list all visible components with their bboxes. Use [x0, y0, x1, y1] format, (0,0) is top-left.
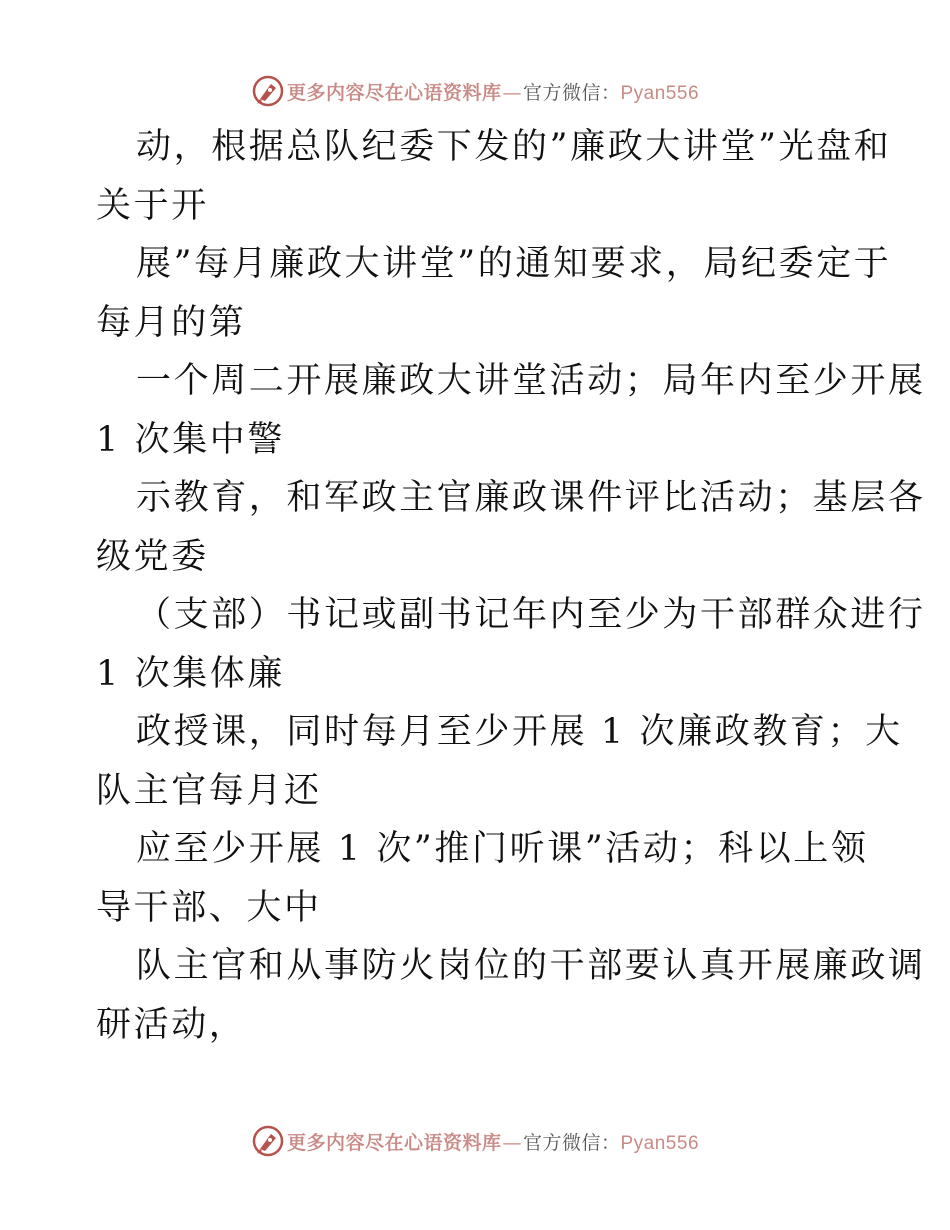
watermark-main-text: 更多内容尽在心语资料库	[286, 1131, 502, 1154]
text-line: 政授课，同时每月至少开展 1 次廉政教育；大	[136, 712, 903, 752]
text-line: 1 次集中警	[96, 419, 285, 460]
watermark-account: Pyan556	[620, 82, 700, 104]
document-body	[96, 118, 926, 1054]
text-line: 展”每月廉政大讲堂”的通知要求，局纪委定于	[136, 244, 892, 284]
text-line: 队主官每月还	[96, 770, 322, 811]
footer-watermark	[0, 1121, 950, 1161]
watermark-dash: —	[502, 1131, 522, 1154]
pen-nib-circle-icon	[251, 74, 285, 108]
text-line: 示教育，和军政主官廉政课件评比活动；基层各	[136, 478, 926, 518]
text-line: 1 次集体廉	[96, 653, 285, 694]
watermark-label: 官方微信：	[522, 1131, 621, 1154]
text-line: 研活动，	[96, 1004, 247, 1045]
text-line: 关于开	[96, 185, 209, 226]
text-line: 动，根据总队纪委下发的”廉政大讲堂”光盘和	[136, 127, 892, 167]
pen-nib-circle-icon	[251, 1124, 285, 1158]
text-line: （支部）书记或副书记年内至少为干部群众进行	[136, 595, 926, 635]
watermark-account: Pyan556	[620, 1132, 700, 1154]
paragraph	[96, 118, 926, 1054]
text-line: 导干部、大中	[96, 887, 322, 928]
watermark-dash: —	[502, 81, 522, 104]
text-line: 级党委	[96, 536, 209, 577]
text-line: 队主官和从事防火岗位的干部要认真开展廉政调	[136, 946, 926, 986]
text-line: 每月的第	[96, 302, 247, 343]
watermark-label: 官方微信：	[522, 81, 621, 104]
text-line: 一个周二开展廉政大讲堂活动；局年内至少开展	[136, 361, 926, 401]
header-watermark	[0, 71, 950, 111]
text-line: 应至少开展 1 次”推门听课”活动；科以上领	[136, 829, 869, 869]
watermark-main-text: 更多内容尽在心语资料库	[286, 81, 502, 104]
